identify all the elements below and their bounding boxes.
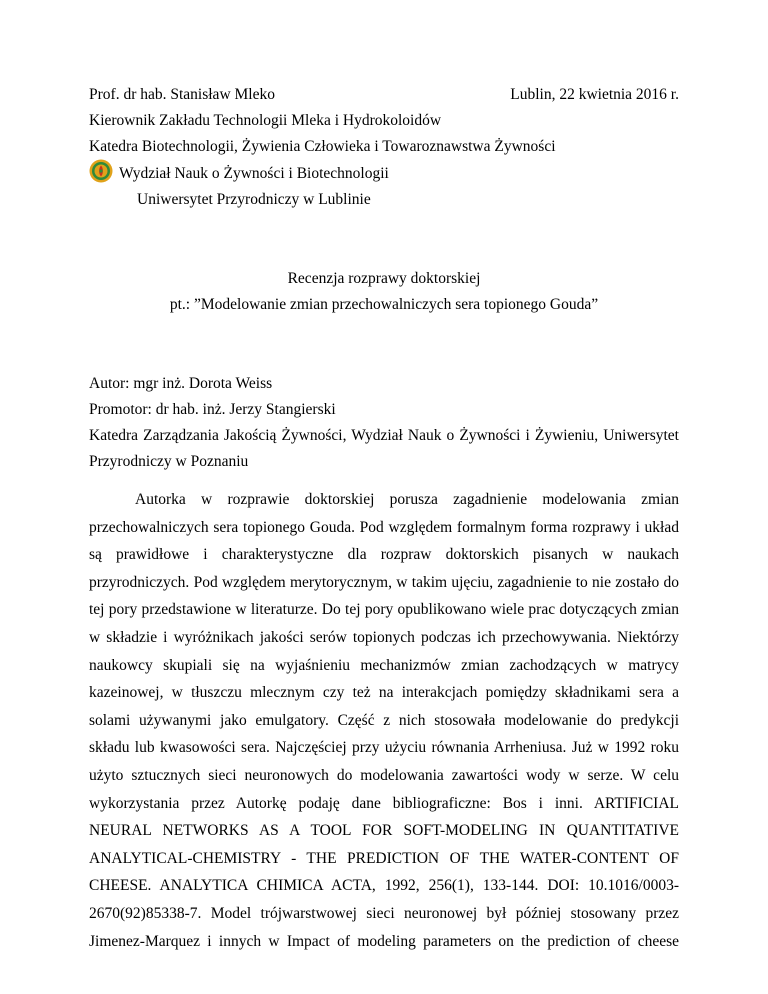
- reviewer-name: Prof. dr hab. Stanisław Mleko: [89, 86, 275, 103]
- department-name: Katedra Biotechnologii, Żywienia Człowieka i Towaroznawstwa Żywności: [89, 138, 556, 155]
- place-date: Lublin, 22 kwietnia 2016 r.: [510, 86, 679, 103]
- body-line: przyrodniczych. Pod względem merytorycznym, w takim ujęciu, zagadnienie to nie zostało do: [89, 573, 679, 591]
- body-line: naukowcy skupiali się na wyjaśnieniu mechanizmów zmian zachodzących w matrycy: [89, 656, 679, 674]
- body-line: 2670(92)85338-7. Model trójwarstwowej sieci neuronowej był później stosowany przez: [89, 904, 679, 922]
- promoter-line: Promotor: dr hab. inż. Jerzy Stangierski: [89, 401, 336, 418]
- university-name: Uniwersytet Przyrodniczy w Lublinie: [137, 191, 371, 208]
- body-line: w składzie i wyróżnikach jakości serów topionych podczas ich przechowywania. Niektórzy: [89, 628, 679, 646]
- body-line: są prawidłowe i charakterystyczne dla rozpraw doktorskich pisanych w naukach: [89, 546, 679, 564]
- affiliation-line-1: Katedra Zarządzania Jakością Żywności, Wydział Nauk o Żywności i Żywieniu, Uniwersytet: [89, 427, 679, 444]
- body-line: NEURAL NETWORKS AS A TOOL FOR SOFT-MODELING IN QUANTITATIVE: [89, 822, 679, 840]
- affiliation-line-2: Przyrodniczy w Poznaniu: [89, 453, 249, 470]
- body-line: kazeinowej, w tłuszczu mlecznym czy też na interakcjach pomiędzy składnikami sera a: [89, 684, 679, 702]
- review-body-paragraph: [89, 486, 679, 955]
- body-line: Jimenez-Marquez i innych w Impact of modeling parameters on the prediction of cheese: [89, 932, 679, 950]
- body-line: Autorka w rozprawie doktorskiej porusza zagadnienie modelowania zmian: [135, 491, 679, 508]
- body-line: przechowalniczych sera topionego Gouda. Pod względem formalnym forma rozprawy i układ: [89, 518, 679, 536]
- reviewer-position: Kierownik Zakładu Technologii Mleka i Hydrokoloidów: [89, 112, 442, 129]
- university-logo-icon: [89, 159, 113, 183]
- body-line: CHEESE. ANALYTICA CHIMICA ACTA, 1992, 256(1), 133-144. DOI: 10.1016/0003-: [89, 877, 679, 895]
- review-title: Recenzja rozprawy doktorskiej: [287, 270, 481, 287]
- faculty-name: Wydział Nauk o Żywności i Biotechnologii: [119, 165, 389, 182]
- body-line: solami używanymi jako emulgatory. Część z nich stosowała modelowanie do predykcji: [89, 711, 679, 729]
- body-line: użyto sztucznych sieci neuronowych do modelowania zawartości wody w serze. W celu: [89, 766, 679, 784]
- author-line: Autor: mgr inż. Dorota Weiss: [89, 375, 273, 392]
- body-line: ANALYTICAL-CHEMISTRY - THE PREDICTION OF THE WATER-CONTENT OF: [89, 849, 679, 867]
- body-line: tej pory przedstawione w literaturze. Do tej pory opublikowano wiele prac dotyczących zmian: [89, 601, 679, 619]
- body-line: wykorzystania przez Autorkę podaję dane bibliograficzne: Bos i inni. ARTIFICIAL: [89, 794, 679, 812]
- dissertation-title: pt.: ”Modelowanie zmian przechowalniczych sera topionego Gouda”: [169, 296, 599, 313]
- body-line: składu lub kwasowości sera. Najczęściej przy użyciu równania Arrheniusa. Już w 1992 roku: [89, 739, 679, 757]
